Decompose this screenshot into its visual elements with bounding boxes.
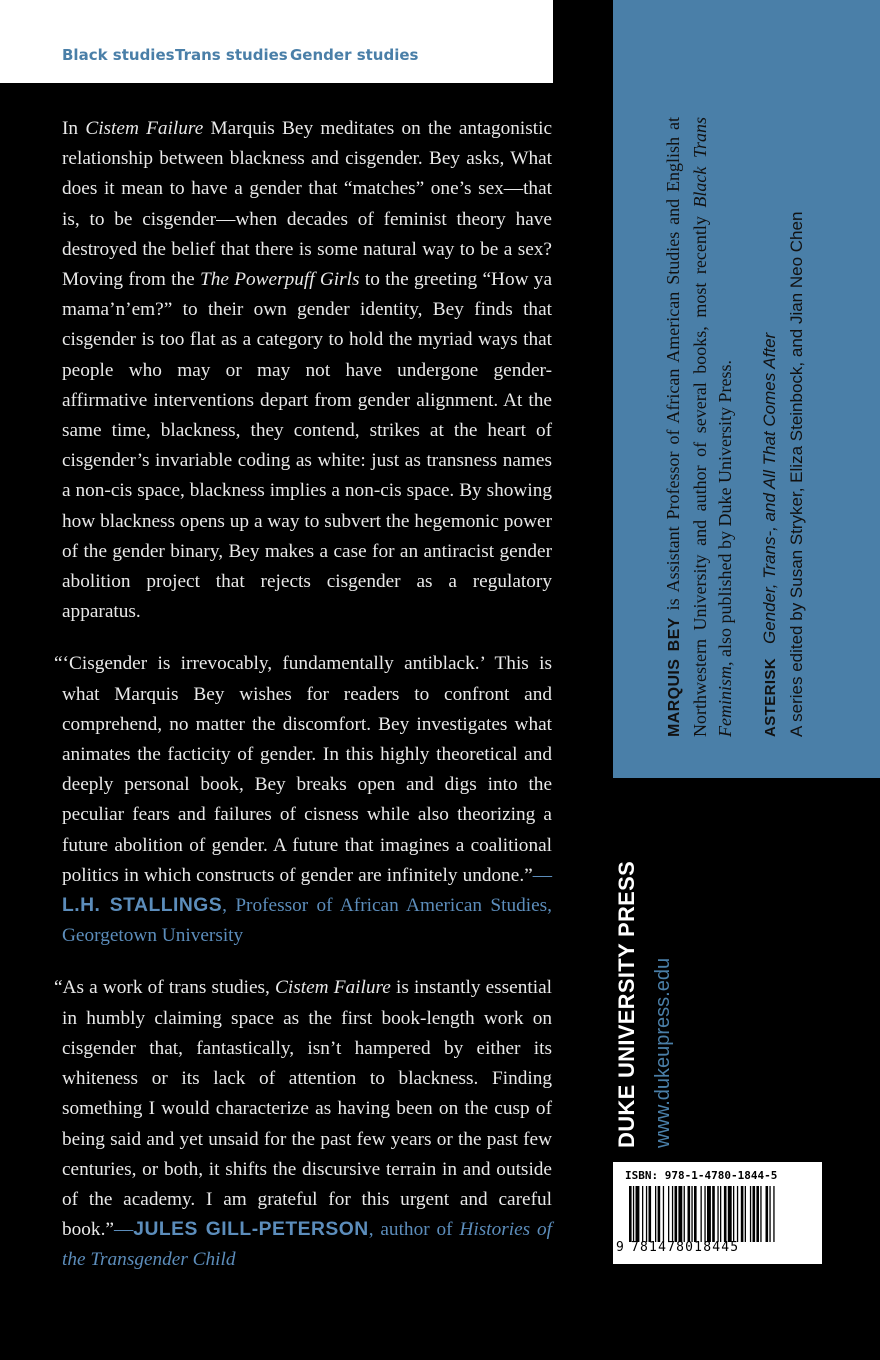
barcode-bar bbox=[717, 1186, 718, 1242]
publisher-block bbox=[612, 828, 678, 1148]
barcode-bar bbox=[678, 1186, 682, 1242]
series-label: ASTERISK bbox=[762, 657, 779, 737]
barcode-bar bbox=[642, 1186, 643, 1242]
barcode-bar bbox=[720, 1186, 721, 1242]
isbn-label: ISBN: 978-1-4780-1844-5 bbox=[625, 1169, 778, 1182]
barcode-bar bbox=[649, 1186, 652, 1242]
author-bio: MARQUIS BEY is Assistant Professor of African American Studies and English at Northwestern University and author of several books, most recently Black Trans Feminism, also published by Duke University Press. bbox=[663, 117, 735, 737]
barcode-bar bbox=[636, 1186, 640, 1242]
barcode-bar bbox=[694, 1186, 697, 1242]
barcode-bar bbox=[733, 1186, 734, 1242]
barcode-bar bbox=[766, 1186, 769, 1242]
barcode-bar bbox=[691, 1186, 692, 1242]
barcode-bar bbox=[688, 1186, 691, 1242]
barcode-bar bbox=[724, 1186, 727, 1242]
series-title: Gender, Trans-, and All That Comes After bbox=[760, 332, 779, 644]
barcode-first-digit: 9 bbox=[616, 1240, 624, 1255]
barcode-bar bbox=[663, 1186, 664, 1242]
barcode-bar bbox=[773, 1186, 774, 1242]
barcode-bar bbox=[704, 1186, 705, 1242]
barcode-bar bbox=[655, 1186, 656, 1242]
barcode-bar bbox=[753, 1186, 756, 1242]
book-description: In Cistem Failure Marquis Bey meditates on the antagonistic relationship between blackness and cisgender. Bey asks, What does it mean to have a gender that “matches” one’s sex—that is, to be cisgender—when decades of feminist theory have destroyed the belief that there is some natural way to be a sex? Moving from the The Powerpuff Girls to the greeting “How ya mama’n’em?” to their own gender identity, Bey finds that cisgender is too flat as a category to hold the myriad ways that people who may or may not have undergone gender-affirmative interventions depart from gender alignment. At the same time, blackness, they contend, strikes at the heart of cisgender’s invariable coding as white: just as transness names a non-cis space, blackness implies a non-cis space. By showing how blackness opens up a way to subvert the hegemonic power of the gender binary, Bey makes a case for an antiracist gender abolition project that rejects cisgender as a regulatory apparatus. bbox=[62, 118, 553, 623]
barcode-bar bbox=[668, 1186, 669, 1242]
barcode-bar bbox=[712, 1186, 715, 1242]
barcode-bar bbox=[741, 1186, 744, 1242]
barcode-bar bbox=[737, 1186, 738, 1242]
blurb-book-title: Histories of the Transgender Child bbox=[62, 1219, 552, 1271]
barcode-bar bbox=[646, 1186, 647, 1242]
barcode-bar bbox=[658, 1186, 661, 1242]
book-title: Cistem Failure bbox=[85, 118, 204, 139]
blurb-stallings: “‘Cisgender is irrevocably, fundamentally antiblack.’ This is what Marquis Bey wishes for readers to confront and comprehend, no matter the discomfort. Bey investigates what animates the facticity of gender. In this highly theoretical and deeply personal book, Bey breaks open and digs into the peculiar fears and failures of cisness while also theorizing a future abolition of gender. A future that imagines a coalitional politics in which constructs of gender are infinitely undone.”—L.H. STALLINGS, Professor of African American Studies, Georgetown University bbox=[54, 653, 552, 947]
barcode-bars bbox=[629, 1186, 817, 1242]
barcode-bar bbox=[769, 1186, 770, 1242]
blurb-gill-peterson: “As a work of trans studies, Cistem Failure is instantly essential in humbly claiming space as the first book-length work on cisgender that, fantastically, isn’t hampered by either its whiteness or its lack of attention to blackness. Finding something I would characterize as having been on the cusp of being said and yet unsaid for the past few years or the past few centuries, or both, it shifts the discursive terrain in and outside of the academy. I am grateful for this urgent and careful book.”—JULES GILL-PETERSON, author of Histories of the Transgender Child bbox=[54, 977, 553, 1271]
series-info bbox=[757, 97, 810, 737]
publisher-name: DUKE UNIVERSITY PRESS bbox=[614, 860, 639, 1148]
barcode-digits: 781478018445 bbox=[631, 1240, 740, 1255]
publisher-url: www.dukeupress.edu bbox=[652, 957, 674, 1148]
barcode-bar bbox=[728, 1186, 732, 1242]
barcode-bar bbox=[675, 1186, 678, 1242]
series-editors: A series edited by Susan Stryker, Eliza Steinbock, and Jian Neo Chen bbox=[787, 211, 806, 737]
barcode-bar bbox=[629, 1186, 632, 1242]
barcode-bar bbox=[745, 1186, 746, 1242]
author-name: MARQUIS BEY bbox=[666, 617, 683, 737]
show-title: The Powerpuff Girls bbox=[200, 269, 360, 291]
author-bio-panel bbox=[613, 0, 880, 778]
category-trans-studies: Trans studies bbox=[175, 46, 288, 64]
barcode-bar bbox=[701, 1186, 702, 1242]
barcode-bar bbox=[707, 1186, 711, 1242]
blurb-author-name: JULES GILL-PETERSON bbox=[133, 1219, 369, 1241]
barcode-bar bbox=[756, 1186, 759, 1242]
barcode-bar bbox=[672, 1186, 673, 1242]
category-bar bbox=[0, 0, 553, 83]
blurb-author-name: L.H. STALLINGS bbox=[62, 895, 223, 917]
barcode-bar bbox=[760, 1186, 761, 1242]
barcode-bar bbox=[684, 1186, 685, 1242]
barcode-bar bbox=[633, 1186, 634, 1242]
barcode-box bbox=[613, 1162, 822, 1264]
barcode-bar bbox=[750, 1186, 751, 1242]
category-gender-studies: Gender studies bbox=[290, 46, 419, 64]
back-cover-copy bbox=[54, 114, 553, 1298]
category-black-studies: Black studies bbox=[62, 46, 175, 64]
